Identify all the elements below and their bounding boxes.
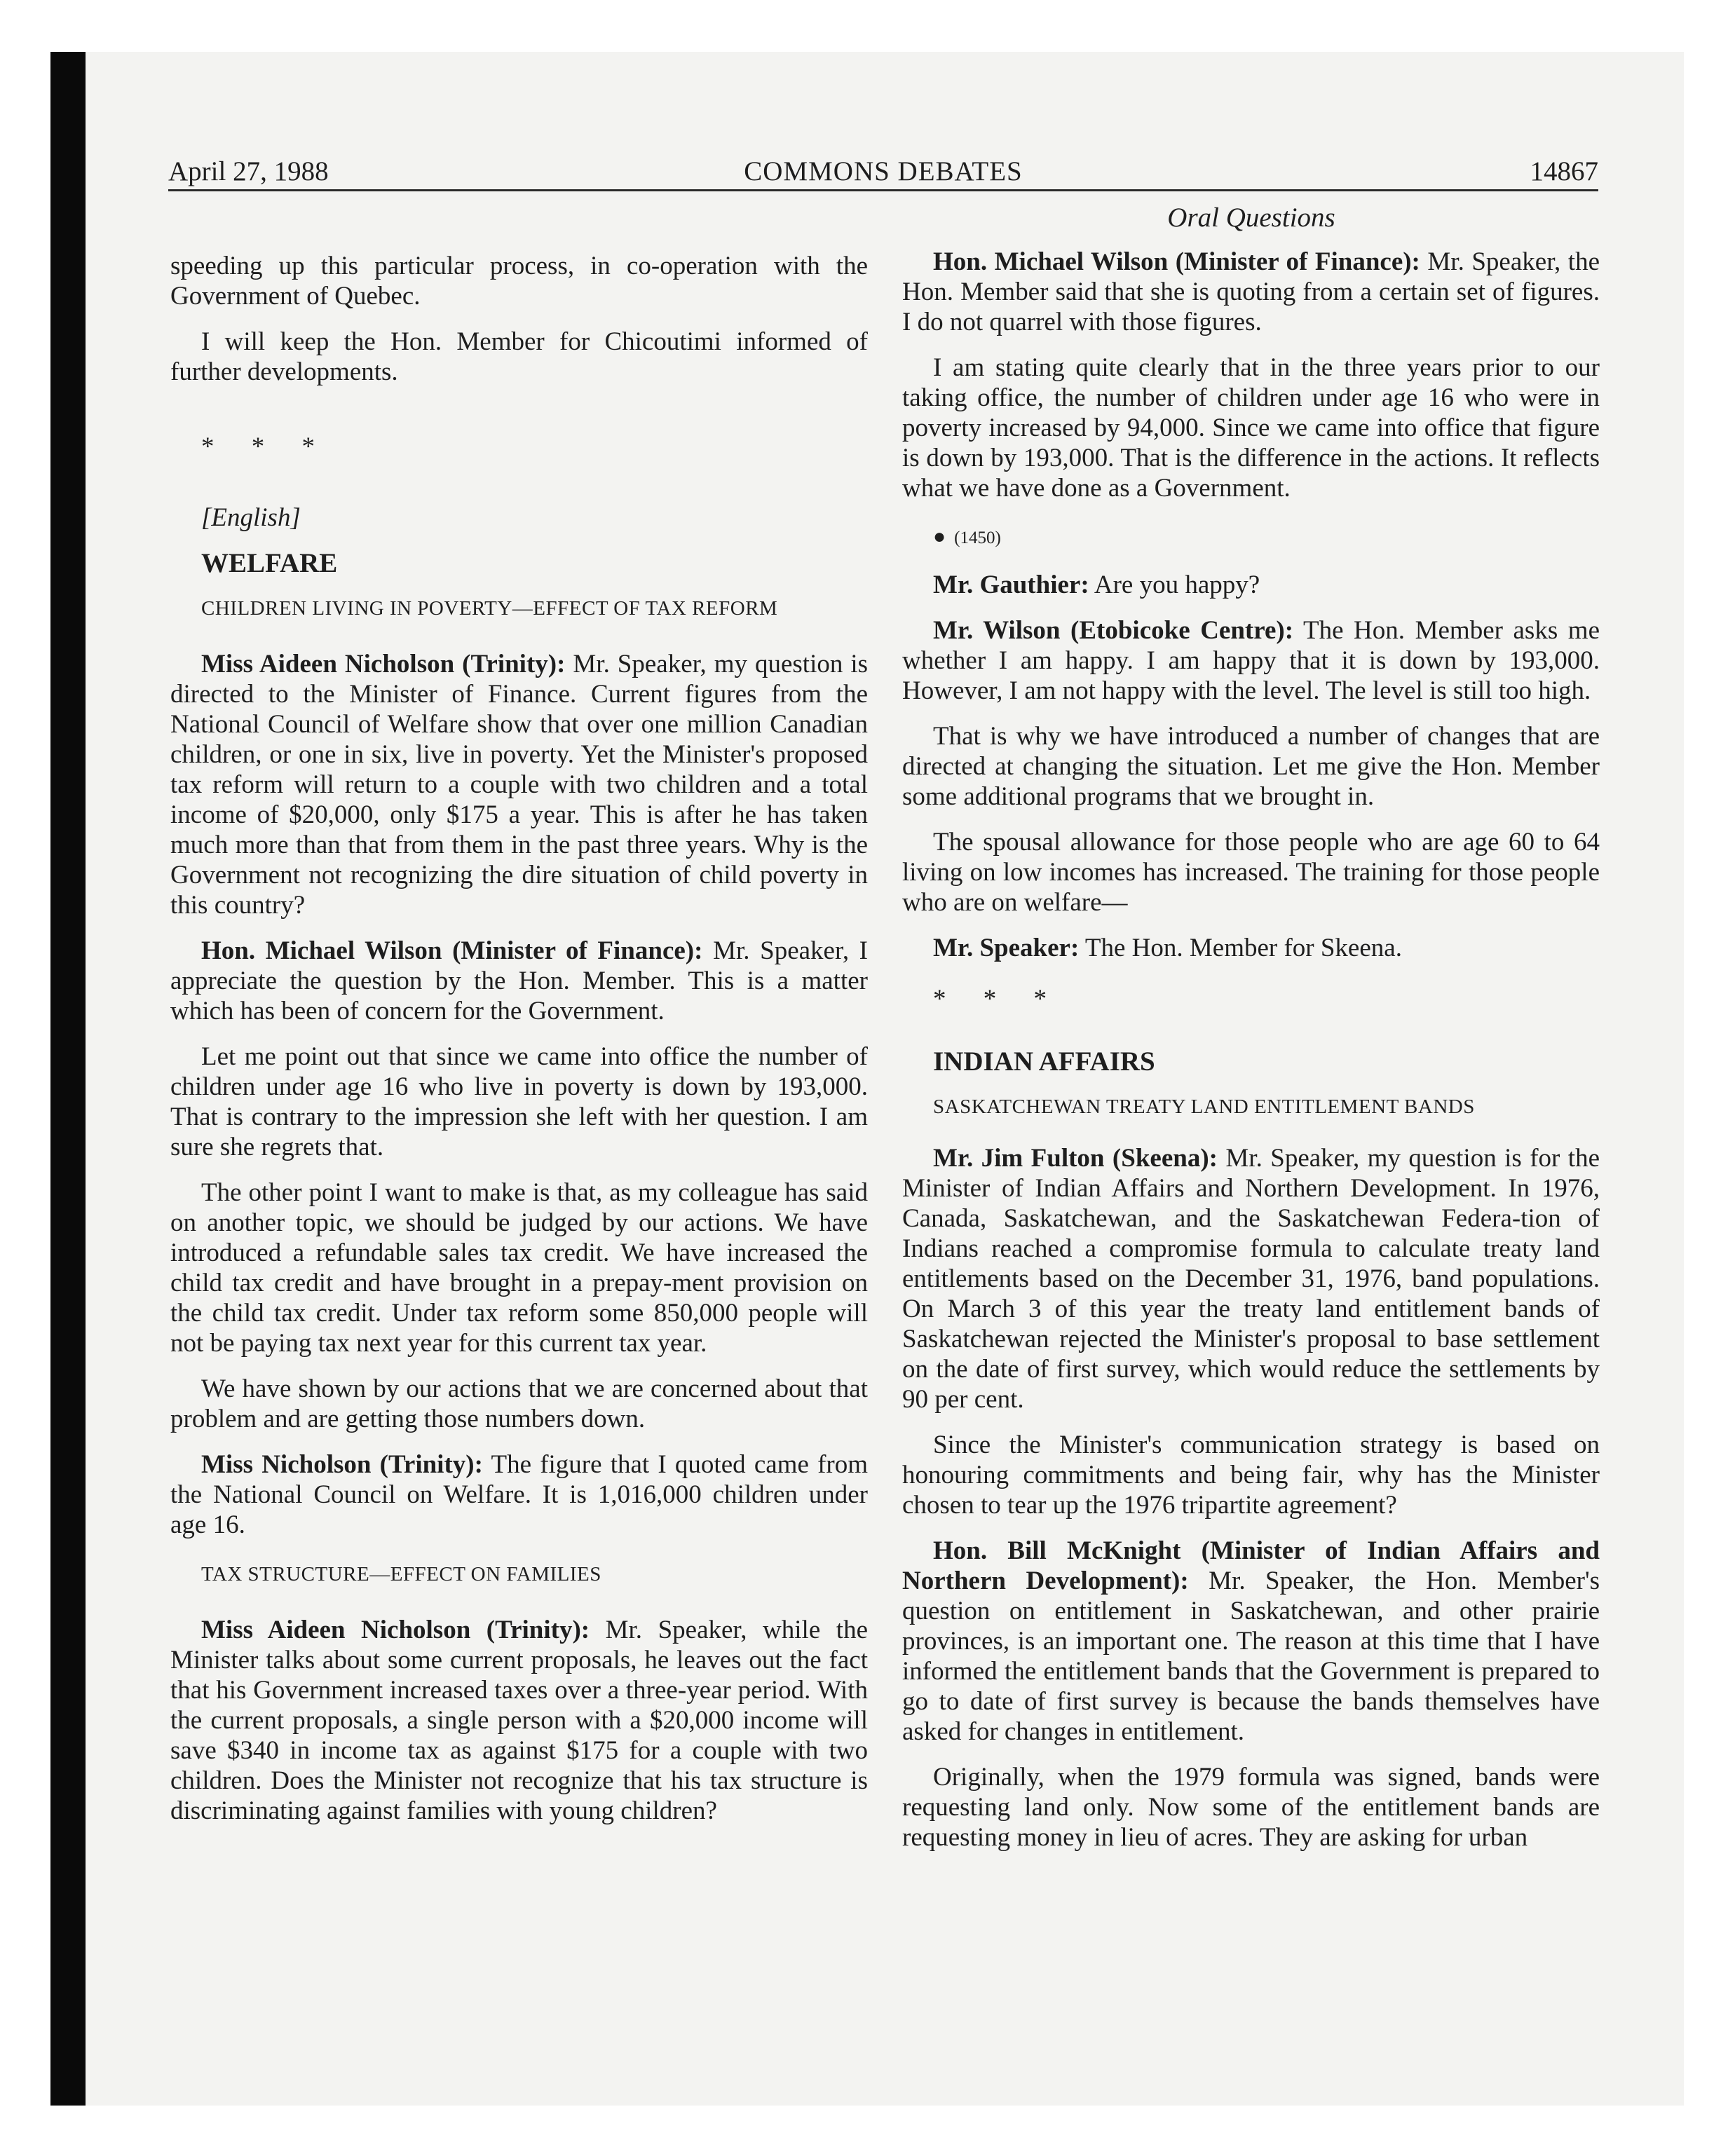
section-separator: * * * — [933, 985, 1062, 1014]
language-tag: [English] — [201, 503, 301, 532]
speech-text: The Hon. Member asks me whether I am happy. I am happy that it is down by 193,000. However, I am not happy with the level. The level is still too high. — [902, 616, 1600, 705]
paragraph: Since the Minister's communication strategy is based on honouring commitments and being fair, why has the Minister chosen to tear up the 1976 tripartite agreement? — [902, 1431, 1600, 1520]
speaker-name: Miss Aideen Nicholson (Trinity): — [201, 1616, 590, 1644]
speech-paragraph — [902, 615, 1600, 706]
speech-text: Mr. Speaker, I appreciate the question by the Hon. Member. This is a matter which has been of concern for the Government. — [170, 936, 869, 1025]
speaker-name: Miss Aideen Nicholson (Trinity): — [201, 650, 566, 678]
header-title: COMMONS DEBATES — [744, 156, 1023, 186]
time-marker-text: (1450) — [954, 528, 1001, 547]
bullet-icon: ● — [933, 525, 946, 548]
section-heading: INDIAN AFFAIRS — [933, 1046, 1155, 1077]
speech-paragraph — [902, 1143, 1600, 1414]
running-head: Oral Questions — [1167, 203, 1335, 233]
paragraph: The spousal allowance for those people who are age 60 to 64 living on low incomes has increased. The training for those people who are on welfare— — [902, 828, 1600, 917]
speaker-name: Miss Nicholson (Trinity): — [201, 1450, 483, 1479]
speaker-name: Hon. Bill McKnight (Minister of Indian Affairs and Northern Development): — [902, 1536, 1600, 1595]
paragraph: I am stating quite clearly that in the three years prior to our taking office, the number of children under age 16 who were in poverty increased by 94,000. Since we came into office that figure is down by 193,000. That is the difference in the actions. It reflects what we have done as a Government. — [902, 353, 1600, 503]
speech-paragraph — [170, 1449, 868, 1540]
speaker-name: Hon. Michael Wilson (Minister of Finance): — [201, 936, 703, 965]
left-column — [170, 251, 868, 1841]
speech-paragraph — [902, 247, 1600, 337]
speech-text: Mr. Speaker, my question is for the Minister of Indian Affairs and Northern Development. In 1976, Canada, Saskatchewan, and the Saskatchewan Federa-tion of Indians reached a compromise formula to calculate treaty land entitlements based on the December 31, 1976, band populations. On March 3 of this year the treaty land entitlement bands of Saskatchewan rejected the Minister's proposal to base settlement on the date of first survey, which would reduce the settlements by 90 per cent. — [902, 1144, 1600, 1414]
paragraph: That is why we have introduced a number of changes that are directed at changing the situation. Let me give the Hon. Member some additional programs that we brought in. — [902, 722, 1600, 811]
speech-paragraph — [902, 933, 1600, 963]
section-heading: WELFARE — [201, 548, 338, 578]
paragraph: I will keep the Hon. Member for Chicoutimi informed of further developments. — [170, 327, 868, 386]
scan-edge-bar — [50, 52, 86, 2106]
speech-paragraph — [170, 1615, 868, 1826]
subheading: TAX STRUCTURE—EFFECT ON FAMILIES — [201, 1563, 601, 1585]
page-header — [168, 156, 1598, 191]
speech-paragraph — [902, 1536, 1600, 1747]
paragraph: The other point I want to make is that, as my colleague has said on another topic, we should be judged by our actions. We have introduced a refundable sales tax credit. We have increased the child tax credit and have brought in a prepay-ment provision on the child tax credit. Under tax reform some 850,000 people will not be paying tax next year for this current tax year. — [170, 1178, 868, 1358]
subheading: CHILDREN LIVING IN POVERTY—EFFECT OF TAX REFORM — [201, 597, 778, 620]
section-separator: * * * — [201, 432, 330, 461]
speech-text: The Hon. Member for Skeena. — [1084, 934, 1402, 962]
speech-text: Mr. Speaker, the Hon. Member said that she is quoting from a certain set of figures. I do not quarrel with those figures. — [902, 247, 1600, 336]
speaker-name: Mr. Speaker: — [933, 934, 1080, 962]
header-date: April 27, 1988 — [168, 156, 329, 186]
speech-text: The figure that I quoted came from the National Council on Welfare. It is 1,016,000 children under age 16. — [170, 1450, 868, 1539]
paragraph: Originally, when the 1979 formula was signed, bands were requesting land only. Now some of the entitlement bands are requesting money in lieu of acres. They are asking for urban — [902, 1763, 1600, 1852]
subheading: SASKATCHEWAN TREATY LAND ENTITLEMENT BANDS — [933, 1096, 1475, 1118]
speaker-name: Mr. Wilson (Etobicoke Centre): — [933, 616, 1294, 645]
right-column — [902, 247, 1600, 1868]
paragraph: Let me point out that since we came into office the number of children under age 16 who live in poverty is down by 193,000. That is contrary to the impression she left with her question. I am sure she regrets that. — [170, 1042, 868, 1161]
speaker-name: Mr. Gauthier: — [933, 571, 1089, 599]
speech-text: Mr. Speaker, the Hon. Member's question on entitlement in Saskatchewan, and other prairie provinces, is an important one. The reason at this time that I have informed the entitlement bands that the Government is prepared to go to date of first survey is because the bands themselves have asked for changes in entitlement. — [902, 1567, 1600, 1746]
paragraph: speeding up this particular process, in co-operation with the Government of Quebec. — [170, 252, 868, 311]
speech-paragraph — [170, 649, 868, 920]
speaker-name: Mr. Jim Fulton (Skeena): — [933, 1144, 1218, 1173]
paragraph: We have shown by our actions that we are concerned about that problem and are getting those numbers down. — [170, 1374, 868, 1433]
header-page-number: 14867 — [1530, 156, 1598, 186]
speech-text: Mr. Speaker, while the Minister talks about some current proposals, he leaves out the fact that his Government increased taxes over a three-year period. With the current proposals, a single person with a $20,000 income will save $340 in income tax as against $175 for a couple with two children. Does the Minister not recognize that his tax structure is discriminating against families with young children? — [170, 1616, 868, 1825]
time-marker — [902, 521, 1600, 553]
speech-paragraph — [902, 570, 1600, 600]
speech-text: Mr. Speaker, my question is directed to the Minister of Finance. Current figures from the National Council of Welfare show that over one million Canadian children, or one in six, live in poverty. Yet the Minister's proposed tax reform will return to a couple with two children and a total income of $20,000, only $175 a year. This is after he has taken much more than that from them in the past three years. Why is the Government not recognizing the dire situation of child poverty in this country? — [170, 650, 869, 920]
speech-paragraph — [170, 936, 868, 1026]
speech-text: Are you happy? — [1094, 571, 1260, 599]
speaker-name: Hon. Michael Wilson (Minister of Finance): — [933, 247, 1420, 276]
